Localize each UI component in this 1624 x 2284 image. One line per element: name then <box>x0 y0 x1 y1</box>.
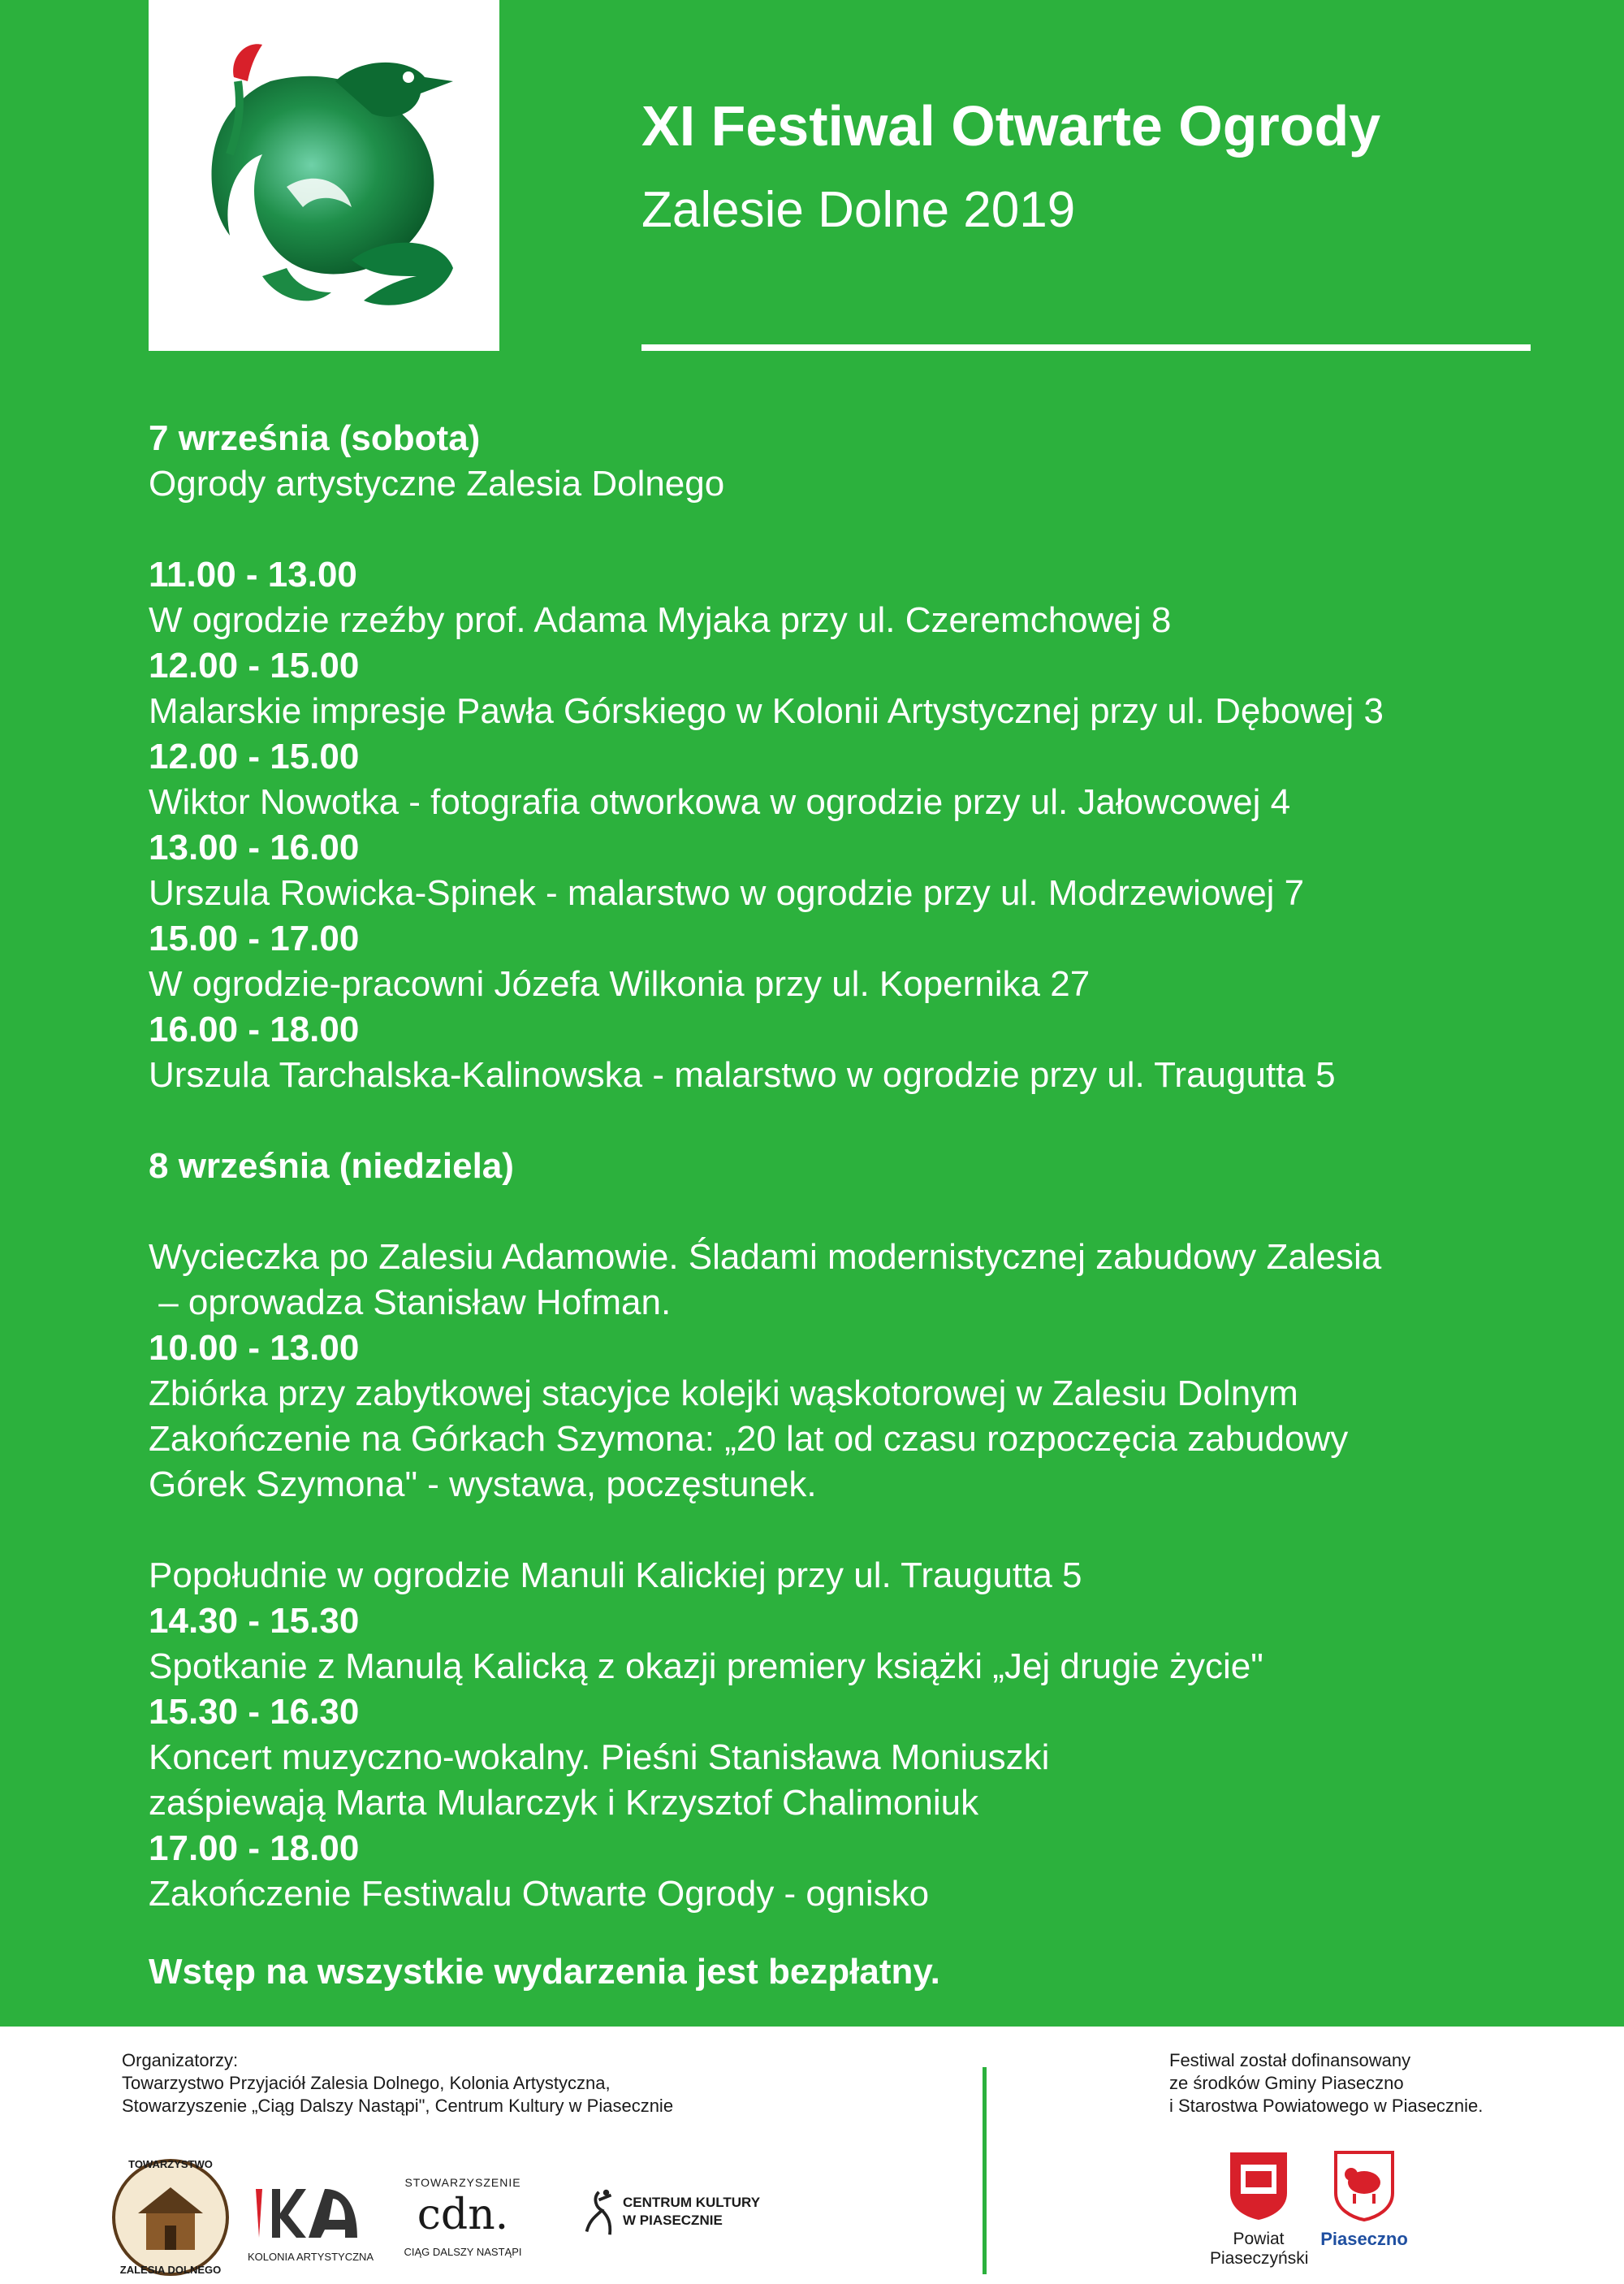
piaseczno-text: Piaseczno <box>1320 2229 1408 2249</box>
cdn-caption: CIĄG DALSZY NASTĄPI <box>404 2246 522 2258</box>
day2-heading: 8 września (niedziela) <box>149 1146 514 1186</box>
ka-mark-icon <box>248 2181 369 2246</box>
event-time: 16.00 - 18.00 <box>149 1010 360 1049</box>
event-desc: Koncert muzyczno-wokalny. Pieśni Stanisława Moniuszki <box>149 1737 1050 1777</box>
powiat-line2: Piaseczyński <box>1210 2249 1309 2268</box>
organizers-line: Stowarzyszenie „Ciąg Dalszy Nastąpi", Centrum Kultury w Piasecznie <box>122 2096 674 2116</box>
event-time: 11.00 - 13.00 <box>149 555 357 595</box>
event-desc: Zbiórka przy zabytkowej stacyjce kolejki wąskotorowej w Zalesiu Dolnym <box>149 1373 1298 1413</box>
event-time: 17.00 - 18.00 <box>149 1828 360 1868</box>
tpzd-top-text: TOWARZYSTWO <box>128 2158 213 2170</box>
ck-line2: W PIASECZNIE <box>623 2213 723 2228</box>
event-desc: W ogrodzie rzeźby prof. Adama Myjaka przy ul. Czeremchowej 8 <box>149 600 1172 640</box>
spacer <box>149 1508 1594 1553</box>
event-desc: Wiktor Nowotka - fotografia otworkowa w ogrodzie przy ul. Jałowcowej 4 <box>149 782 1291 822</box>
grant-line: i Starostwa Powiatowego w Piasecznie. <box>1169 2096 1484 2116</box>
free-entry-note: Wstęp na wszystkie wydarzenia jest bezpłatny. <box>149 1952 940 1992</box>
tour-desc: – oprowadza Stanisław Hofman. <box>149 1283 672 1322</box>
tpzd-logo <box>110 2156 231 2278</box>
event-time: 12.00 - 15.00 <box>149 737 360 776</box>
festival-title: XI Festiwal Otwarte Ogrody <box>641 94 1381 158</box>
spacer <box>149 507 1594 552</box>
kolonia-artystyczna-logo <box>248 2181 374 2270</box>
organizers-text <box>122 2072 673 2117</box>
bird-leaf-icon <box>173 32 482 333</box>
organizers-label: Organizatorzy: <box>122 2050 239 2070</box>
powiat-shield-icon <box>1226 2148 1291 2221</box>
event-desc: Spotkanie z Manulą Kalicką z okazji premiery książki „Jej drugie życie" <box>149 1646 1263 1686</box>
event-desc: Urszula Tarchalska-Kalinowska - malarstwo w ogrodzie przy ul. Traugutta 5 <box>149 1055 1336 1095</box>
event-time: 10.00 - 13.00 <box>149 1328 360 1368</box>
spacer <box>149 1098 1594 1144</box>
piaseczno-shield-icon <box>1332 2148 1397 2221</box>
cdn-mark: cdn. <box>417 2191 509 2239</box>
footer-divider <box>983 2067 987 2274</box>
event-desc: Urszula Rowicka-Spinek - malarstwo w ogrodzie przy ul. Modrzewiowej 7 <box>149 873 1305 913</box>
event-desc: Zakończenie Festiwalu Otwarte Ogrody - ognisko <box>149 1874 930 1914</box>
ck-line1: CENTRUM KULTURY <box>623 2195 761 2210</box>
grant-line: Festiwal został dofinansowany <box>1169 2050 1411 2070</box>
event-time: 12.00 - 15.00 <box>149 646 360 686</box>
event-desc: zaśpiewają Marta Mularczyk i Krzysztof Chalimoniuk <box>149 1783 979 1823</box>
day1-intro: Ogrody artystyczne Zalesia Dolnego <box>149 464 725 504</box>
afternoon-heading: Popołudnie w ogrodzie Manuli Kalickiej przy ul. Traugutta 5 <box>149 1555 1082 1595</box>
tpzd-bottom-text: ZALESIA DOLNEGO <box>119 2264 222 2276</box>
festival-subtitle: Zalesie Dolne 2019 <box>641 182 1076 238</box>
powiat-line1: Powiat <box>1233 2230 1285 2248</box>
piaseczno-crest <box>1311 2148 1417 2249</box>
spacer <box>149 1189 1594 1235</box>
event-desc: Malarskie impresje Pawła Górskiego w Kolonii Artystycznej przy ul. Dębowej 3 <box>149 691 1384 731</box>
cdn-top-text: STOWARZYSZENIE <box>404 2176 521 2189</box>
powiat-crest <box>1210 2148 1307 2270</box>
tour-desc: Wycieczka po Zalesiu Adamowie. Śladami modernistycznej zabudowy Zalesia <box>149 1237 1382 1277</box>
title-divider <box>641 344 1531 351</box>
event-time: 13.00 - 16.00 <box>149 828 360 867</box>
festival-logo <box>149 0 499 351</box>
event-time: 15.30 - 16.30 <box>149 1692 360 1732</box>
event-time: 15.00 - 17.00 <box>149 919 360 958</box>
event-desc: Górek Szymona" - wystawa, poczęstunek. <box>149 1464 817 1504</box>
dancer-icon <box>581 2185 617 2242</box>
ka-caption: KOLONIA ARTYSTYCZNA <box>248 2251 374 2263</box>
grant-text <box>1169 2049 1483 2117</box>
event-desc: W ogrodzie-pracowni Józefa Wilkonia przy ul. Kopernika 27 <box>149 964 1091 1004</box>
program <box>149 416 1594 1995</box>
day1-heading: 7 września (sobota) <box>149 418 481 458</box>
cdn-logo <box>402 2173 524 2270</box>
organizers-line: Towarzystwo Przyjaciół Zalesia Dolnego, Kolonia Artystyczna, <box>122 2073 611 2093</box>
footer <box>0 2027 1624 2284</box>
centrum-kultury-logo <box>581 2185 761 2258</box>
event-desc: Zakończenie na Górkach Szymona: „20 lat od czasu rozpoczęcia zabudowy <box>149 1419 1349 1459</box>
grant-line: ze środków Gminy Piaseczno <box>1169 2073 1404 2093</box>
event-time: 14.30 - 15.30 <box>149 1601 360 1641</box>
